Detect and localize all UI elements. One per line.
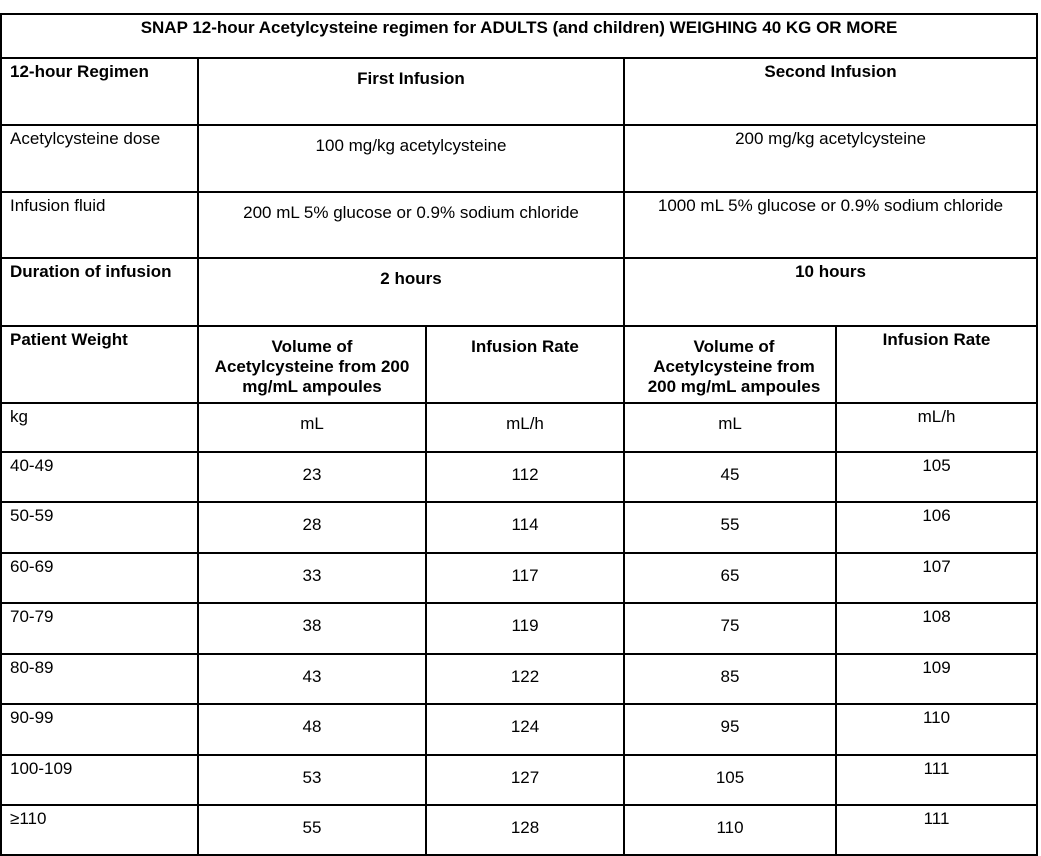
table-row <box>1 502 1037 553</box>
table-row <box>1 805 1037 855</box>
weight-range-cell: 90-99 <box>1 704 198 755</box>
second-volume-cell: 110 <box>624 805 836 855</box>
second-rate-header: Infusion Rate <box>836 326 1037 403</box>
first-volume-header: Volume of Acetylcysteine from 200 mg/mL ampoules <box>198 326 426 403</box>
first-volume-cell: 55 <box>198 805 426 855</box>
first-rate-cell: 117 <box>426 553 624 603</box>
fluid-row <box>1 192 1037 258</box>
table-row <box>1 704 1037 755</box>
second-rate-cell: 105 <box>836 452 1037 502</box>
first-volume-cell: 28 <box>198 502 426 553</box>
regimen-table <box>0 13 1038 856</box>
first-volume-cell: 38 <box>198 603 426 654</box>
dose-row <box>1 125 1037 192</box>
weight-range-cell: 80-89 <box>1 654 198 704</box>
title-row <box>1 14 1037 58</box>
weight-range-cell: ≥110 <box>1 805 198 855</box>
first-volume-cell: 23 <box>198 452 426 502</box>
first-rate-cell: 114 <box>426 502 624 553</box>
table-row <box>1 755 1037 805</box>
second-rate-cell: 107 <box>836 553 1037 603</box>
first-rate-cell: 127 <box>426 755 624 805</box>
first-rate-cell: 119 <box>426 603 624 654</box>
second-rate-cell: 106 <box>836 502 1037 553</box>
dose-first: 100 mg/kg acetylcysteine <box>198 125 624 192</box>
weight-range-cell: 100-109 <box>1 755 198 805</box>
first-rate-cell: 112 <box>426 452 624 502</box>
weight-header: Patient Weight <box>1 326 198 403</box>
table-row <box>1 553 1037 603</box>
units-row <box>1 403 1037 452</box>
second-rate-cell: 111 <box>836 755 1037 805</box>
second-volume-unit: mL <box>624 403 836 452</box>
second-rate-cell: 108 <box>836 603 1037 654</box>
first-infusion-header: First Infusion <box>198 58 624 125</box>
regimen-label: 12-hour Regimen <box>1 58 198 125</box>
second-volume-cell: 85 <box>624 654 836 704</box>
fluid-label: Infusion fluid <box>1 192 198 258</box>
header-row <box>1 58 1037 125</box>
second-infusion-header: Second Infusion <box>624 58 1037 125</box>
second-volume-cell: 55 <box>624 502 836 553</box>
second-volume-cell: 95 <box>624 704 836 755</box>
second-rate-cell: 109 <box>836 654 1037 704</box>
first-volume-cell: 53 <box>198 755 426 805</box>
first-volume-cell: 43 <box>198 654 426 704</box>
second-rate-cell: 111 <box>836 805 1037 855</box>
weight-range-cell: 70-79 <box>1 603 198 654</box>
duration-first: 2 hours <box>198 258 624 326</box>
table-row <box>1 603 1037 654</box>
first-rate-header: Infusion Rate <box>426 326 624 403</box>
second-rate-cell: 110 <box>836 704 1037 755</box>
table-title: SNAP 12-hour Acetylcysteine regimen for ADULTS (and children) WEIGHING 40 KG OR MORE <box>1 14 1037 58</box>
first-rate-unit: mL/h <box>426 403 624 452</box>
table-row <box>1 654 1037 704</box>
weight-range-cell: 60-69 <box>1 553 198 603</box>
second-volume-cell: 75 <box>624 603 836 654</box>
second-rate-unit: mL/h <box>836 403 1037 452</box>
duration-label: Duration of infusion <box>1 258 198 326</box>
first-volume-unit: mL <box>198 403 426 452</box>
second-volume-header: Volume of Acetylcysteine from 200 mg/mL ampoules <box>624 326 836 403</box>
weight-range-cell: 40-49 <box>1 452 198 502</box>
first-rate-cell: 122 <box>426 654 624 704</box>
weight-range-cell: 50-59 <box>1 502 198 553</box>
duration-row <box>1 258 1037 326</box>
weight-unit: kg <box>1 403 198 452</box>
dose-label: Acetylcysteine dose <box>1 125 198 192</box>
second-volume-cell: 65 <box>624 553 836 603</box>
second-volume-cell: 105 <box>624 755 836 805</box>
dose-second: 200 mg/kg acetylcysteine <box>624 125 1037 192</box>
first-volume-cell: 48 <box>198 704 426 755</box>
second-volume-cell: 45 <box>624 452 836 502</box>
fluid-first: 200 mL 5% glucose or 0.9% sodium chloride <box>198 192 624 258</box>
first-volume-cell: 33 <box>198 553 426 603</box>
fluid-second: 1000 mL 5% glucose or 0.9% sodium chloride <box>624 192 1037 258</box>
first-rate-cell: 124 <box>426 704 624 755</box>
table-row <box>1 452 1037 502</box>
duration-second: 10 hours <box>624 258 1037 326</box>
first-rate-cell: 128 <box>426 805 624 855</box>
column-header-row <box>1 326 1037 403</box>
